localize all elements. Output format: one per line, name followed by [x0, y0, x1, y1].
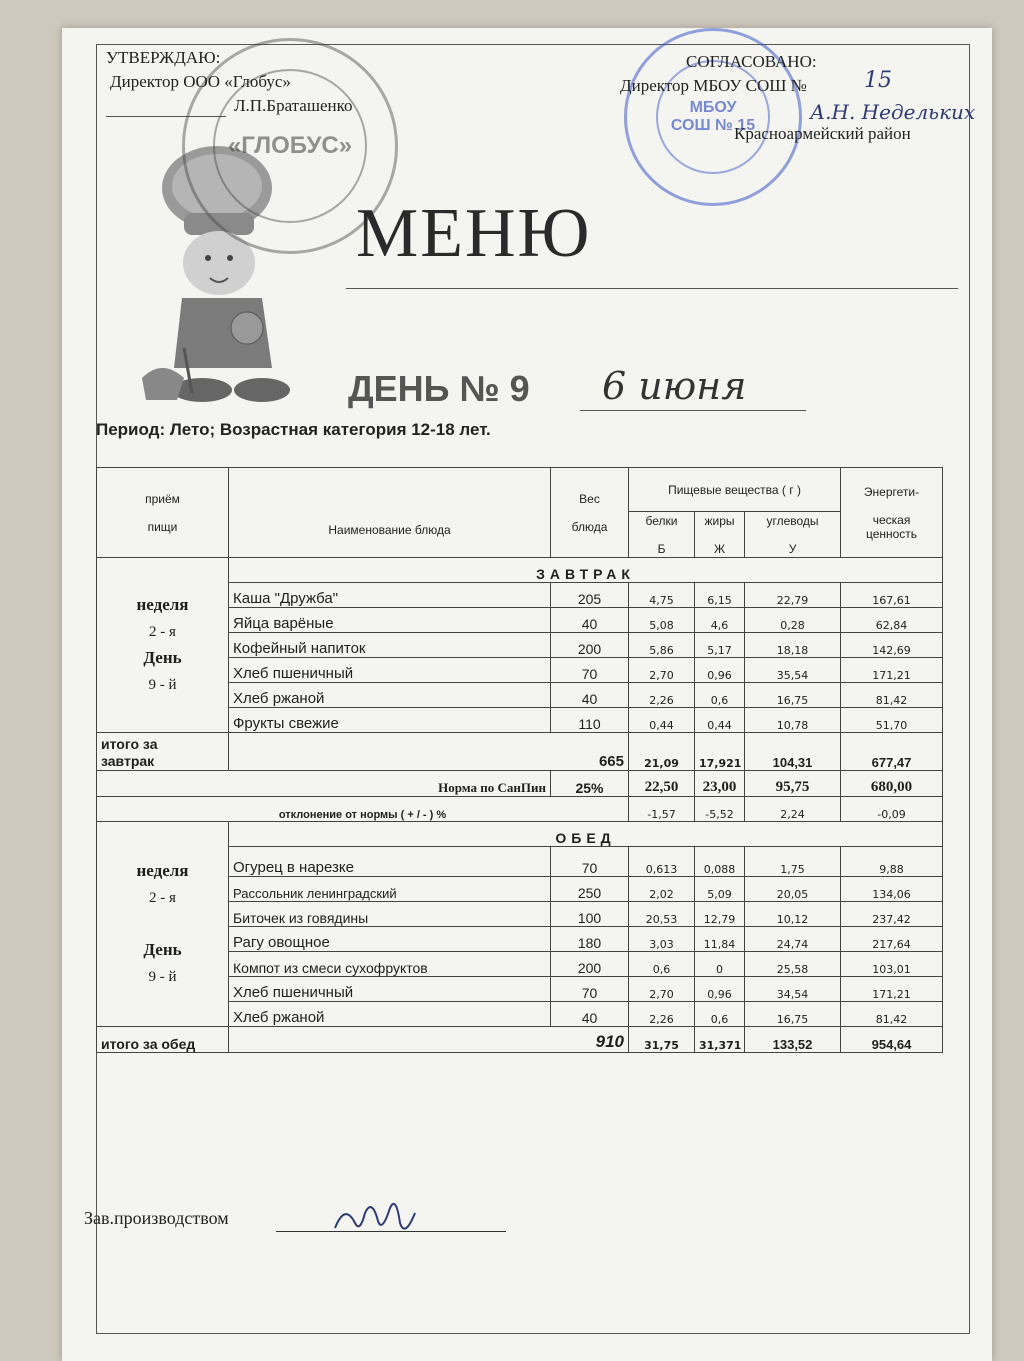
table-cell: 2,24 — [745, 797, 841, 822]
cell-text: белки — [645, 513, 678, 528]
table-cell: -1,57 — [629, 797, 695, 822]
table-cell: 22,79 — [745, 583, 841, 608]
table-cell: 200 — [551, 633, 629, 658]
table-cell: 217,64 — [841, 927, 943, 952]
agree-title: СОГЛАСОВАНО: — [686, 52, 817, 71]
lunch-side-label — [97, 822, 229, 1027]
agree-number: 15 — [864, 68, 892, 93]
table-cell: 81,42 — [841, 683, 943, 708]
table-cell: 167,61 — [841, 583, 943, 608]
table-cell: 954,64 — [841, 1027, 943, 1053]
table-cell: 677,47 — [841, 733, 943, 771]
lunch-section-title: ОБЕД — [229, 822, 943, 847]
table-cell: 3,03 — [629, 927, 695, 952]
table-cell: 205 — [551, 583, 629, 608]
side-label-text: неделя — [136, 861, 189, 880]
table-cell: 16,75 — [745, 683, 841, 708]
col-carb — [745, 512, 841, 558]
lunch-total-weight: 910 — [229, 1027, 629, 1053]
table-cell: 31,371 — [695, 1027, 745, 1053]
col-fat — [695, 512, 745, 558]
signature-label: Зав.производством — [84, 1208, 229, 1228]
approve-role: Директор ООО «Глобус» — [110, 72, 291, 91]
table-cell: 24,74 — [745, 927, 841, 952]
cell-text: Б — [657, 541, 666, 556]
approve-name: Л.П.Браташенко — [234, 96, 353, 115]
table-cell: 0,28 — [745, 608, 841, 633]
table-cell: 16,75 — [745, 1002, 841, 1027]
agree-role: Директор МБОУ СОШ № — [620, 76, 807, 95]
table-cell: 11,84 — [695, 927, 745, 952]
table-cell: 0,96 — [695, 658, 745, 683]
table-cell: Рагу овощное — [229, 927, 551, 952]
stamp-right-name: МБОУ — [689, 99, 737, 116]
table-cell: 31,75 — [629, 1027, 695, 1053]
table-cell: Огурец в нарезке — [229, 847, 551, 877]
breakfast-total-label — [97, 733, 229, 771]
approve-signature-line — [106, 116, 226, 117]
table-cell: 0,44 — [629, 708, 695, 733]
cell-text: углеводы — [766, 513, 819, 528]
date-underline — [580, 410, 806, 411]
table-cell: 70 — [551, 977, 629, 1002]
table-cell: 4,75 — [629, 583, 695, 608]
cell-text: итого за — [101, 736, 158, 752]
lunch-total-label: итого за обед — [97, 1027, 229, 1053]
table-cell: 0,088 — [695, 847, 745, 877]
table-cell: Кофейный напиток — [229, 633, 551, 658]
table-cell: 171,21 — [841, 658, 943, 683]
table-cell: -0,09 — [841, 797, 943, 822]
table-cell: 103,01 — [841, 952, 943, 977]
table-cell: 20,53 — [629, 902, 695, 927]
table-cell: 23,00 — [695, 771, 745, 797]
table-cell: Рассольник ленинградский — [229, 877, 551, 902]
table-cell: 134,06 — [841, 877, 943, 902]
col-energy — [841, 468, 943, 558]
table-cell: 5,17 — [695, 633, 745, 658]
page-title: МЕНЮ — [356, 195, 592, 272]
table-cell: 34,54 — [745, 977, 841, 1002]
table-row — [97, 822, 943, 847]
norm-row — [97, 771, 943, 797]
agree-name: А.Н. Недельких — [810, 100, 976, 124]
table-cell: 2,26 — [629, 1002, 695, 1027]
deviation-label: отклонение от нормы ( + / - ) % — [97, 797, 629, 822]
table-cell: 104,31 — [745, 733, 841, 771]
table-row — [97, 558, 943, 583]
stamp-left-name: «ГЛОБУС» — [227, 132, 353, 159]
breakfast-total-weight: 665 — [229, 733, 629, 771]
table-cell: Биточек из говядины — [229, 902, 551, 927]
document-sheet — [62, 28, 992, 1361]
table-cell: 4,6 — [695, 608, 745, 633]
table-cell: 2,02 — [629, 877, 695, 902]
menu-table — [96, 467, 943, 1053]
table-cell: 180 — [551, 927, 629, 952]
table-cell: 17,921 — [695, 733, 745, 771]
breakfast-side-label — [97, 558, 229, 733]
norm-label: Норма по СанПин — [97, 771, 551, 797]
cell-text: 9 - й — [148, 677, 177, 693]
cell-text: Ж — [713, 541, 726, 556]
table-cell: 250 — [551, 877, 629, 902]
table-cell: Каша "Дружба" — [229, 583, 551, 608]
table-cell: Фрукты свежие — [229, 708, 551, 733]
agree-region: Красноармейский район — [734, 124, 911, 143]
stamp-right-school: СОШ № 15 — [670, 117, 756, 134]
cell-text: блюда — [571, 519, 608, 534]
table-cell: 70 — [551, 847, 629, 877]
table-cell: 22,50 — [629, 771, 695, 797]
cell-text: 2 - я — [149, 890, 176, 906]
table-cell: 0,96 — [695, 977, 745, 1002]
table-cell: 2,26 — [629, 683, 695, 708]
side-label-text: неделя — [136, 595, 189, 614]
title-underline — [346, 288, 958, 289]
table-cell: 5,08 — [629, 608, 695, 633]
table-cell: 25,58 — [745, 952, 841, 977]
table-cell: 0,6 — [695, 683, 745, 708]
cell-text: 2 - я — [149, 624, 176, 640]
table-cell: 110 — [551, 708, 629, 733]
table-cell: 0,613 — [629, 847, 695, 877]
table-header-row — [97, 468, 943, 512]
table-cell: 0 — [695, 952, 745, 977]
cell-text: жиры — [704, 513, 735, 528]
table-cell: 35,54 — [745, 658, 841, 683]
table-cell: 1,75 — [745, 847, 841, 877]
signature-scribble-icon — [330, 1193, 420, 1243]
table-cell: Хлеб пшеничный — [229, 658, 551, 683]
table-cell: 20,05 — [745, 877, 841, 902]
table-cell: 40 — [551, 683, 629, 708]
table-cell: Хлеб ржаной — [229, 683, 551, 708]
cell-text: ценность — [865, 526, 918, 541]
table-cell: 51,70 — [841, 708, 943, 733]
table-cell: 142,69 — [841, 633, 943, 658]
table-cell: 95,75 — [745, 771, 841, 797]
table-cell: 237,42 — [841, 902, 943, 927]
table-cell: 5,86 — [629, 633, 695, 658]
table-cell: 171,21 — [841, 977, 943, 1002]
norm-pct: 25% — [551, 771, 629, 797]
table-cell: 40 — [551, 1002, 629, 1027]
table-cell: 40 — [551, 608, 629, 633]
side-label-text: День — [143, 648, 182, 667]
table-cell: 0,6 — [629, 952, 695, 977]
col-nutrients: Пищевые вещества ( г ) — [629, 468, 841, 512]
table-cell: 680,00 — [841, 771, 943, 797]
table-cell: 18,18 — [745, 633, 841, 658]
cell-text: 9 - й — [148, 969, 177, 985]
cell-text: Энергети- — [863, 484, 920, 499]
cell-text: приём — [145, 491, 180, 506]
table-cell: 0,6 — [695, 1002, 745, 1027]
table-cell: Хлеб ржаной — [229, 1002, 551, 1027]
lunch-total-row — [97, 1027, 943, 1053]
cell-text: завтрак — [101, 753, 155, 769]
table-cell: Компот из смеси сухофруктов — [229, 952, 551, 977]
table-cell: 12,79 — [695, 902, 745, 927]
col-meal — [97, 468, 229, 558]
deviation-row — [97, 797, 943, 822]
table-cell: 10,12 — [745, 902, 841, 927]
approve-title: УТВЕРЖДАЮ: — [106, 48, 221, 67]
col-weight — [551, 468, 629, 558]
table-cell: Хлеб пшеничный — [229, 977, 551, 1002]
table-cell: 70 — [551, 658, 629, 683]
col-name: Наименование блюда — [229, 468, 551, 558]
table-cell: 21,09 — [629, 733, 695, 771]
col-protein — [629, 512, 695, 558]
table-cell: 10,78 — [745, 708, 841, 733]
table-cell: 81,42 — [841, 1002, 943, 1027]
table-cell: 2,70 — [629, 977, 695, 1002]
table-cell: 133,52 — [745, 1027, 841, 1053]
cell-text: У — [788, 541, 797, 556]
day-label: ДЕНЬ № 9 — [348, 368, 530, 409]
breakfast-total-row — [97, 733, 943, 771]
table-cell: 0,44 — [695, 708, 745, 733]
table-cell: 5,09 — [695, 877, 745, 902]
side-label-text: День — [143, 940, 182, 959]
cell-text: ческая — [872, 512, 911, 527]
table-cell: -5,52 — [695, 797, 745, 822]
table-cell: 9,88 — [841, 847, 943, 877]
table-cell: 6,15 — [695, 583, 745, 608]
table-cell: 200 — [551, 952, 629, 977]
table-cell: Яйца варёные — [229, 608, 551, 633]
table-cell: 100 — [551, 902, 629, 927]
cell-text: пищи — [147, 519, 178, 534]
breakfast-section-title: ЗАВТРАК — [229, 558, 943, 583]
table-cell: 2,70 — [629, 658, 695, 683]
period-line: Период: Лето; Возрастная категория 12-18 лет. — [96, 420, 491, 439]
day-date: 6 июня — [602, 364, 747, 408]
table-cell: 62,84 — [841, 608, 943, 633]
cell-text: Вес — [579, 491, 600, 506]
